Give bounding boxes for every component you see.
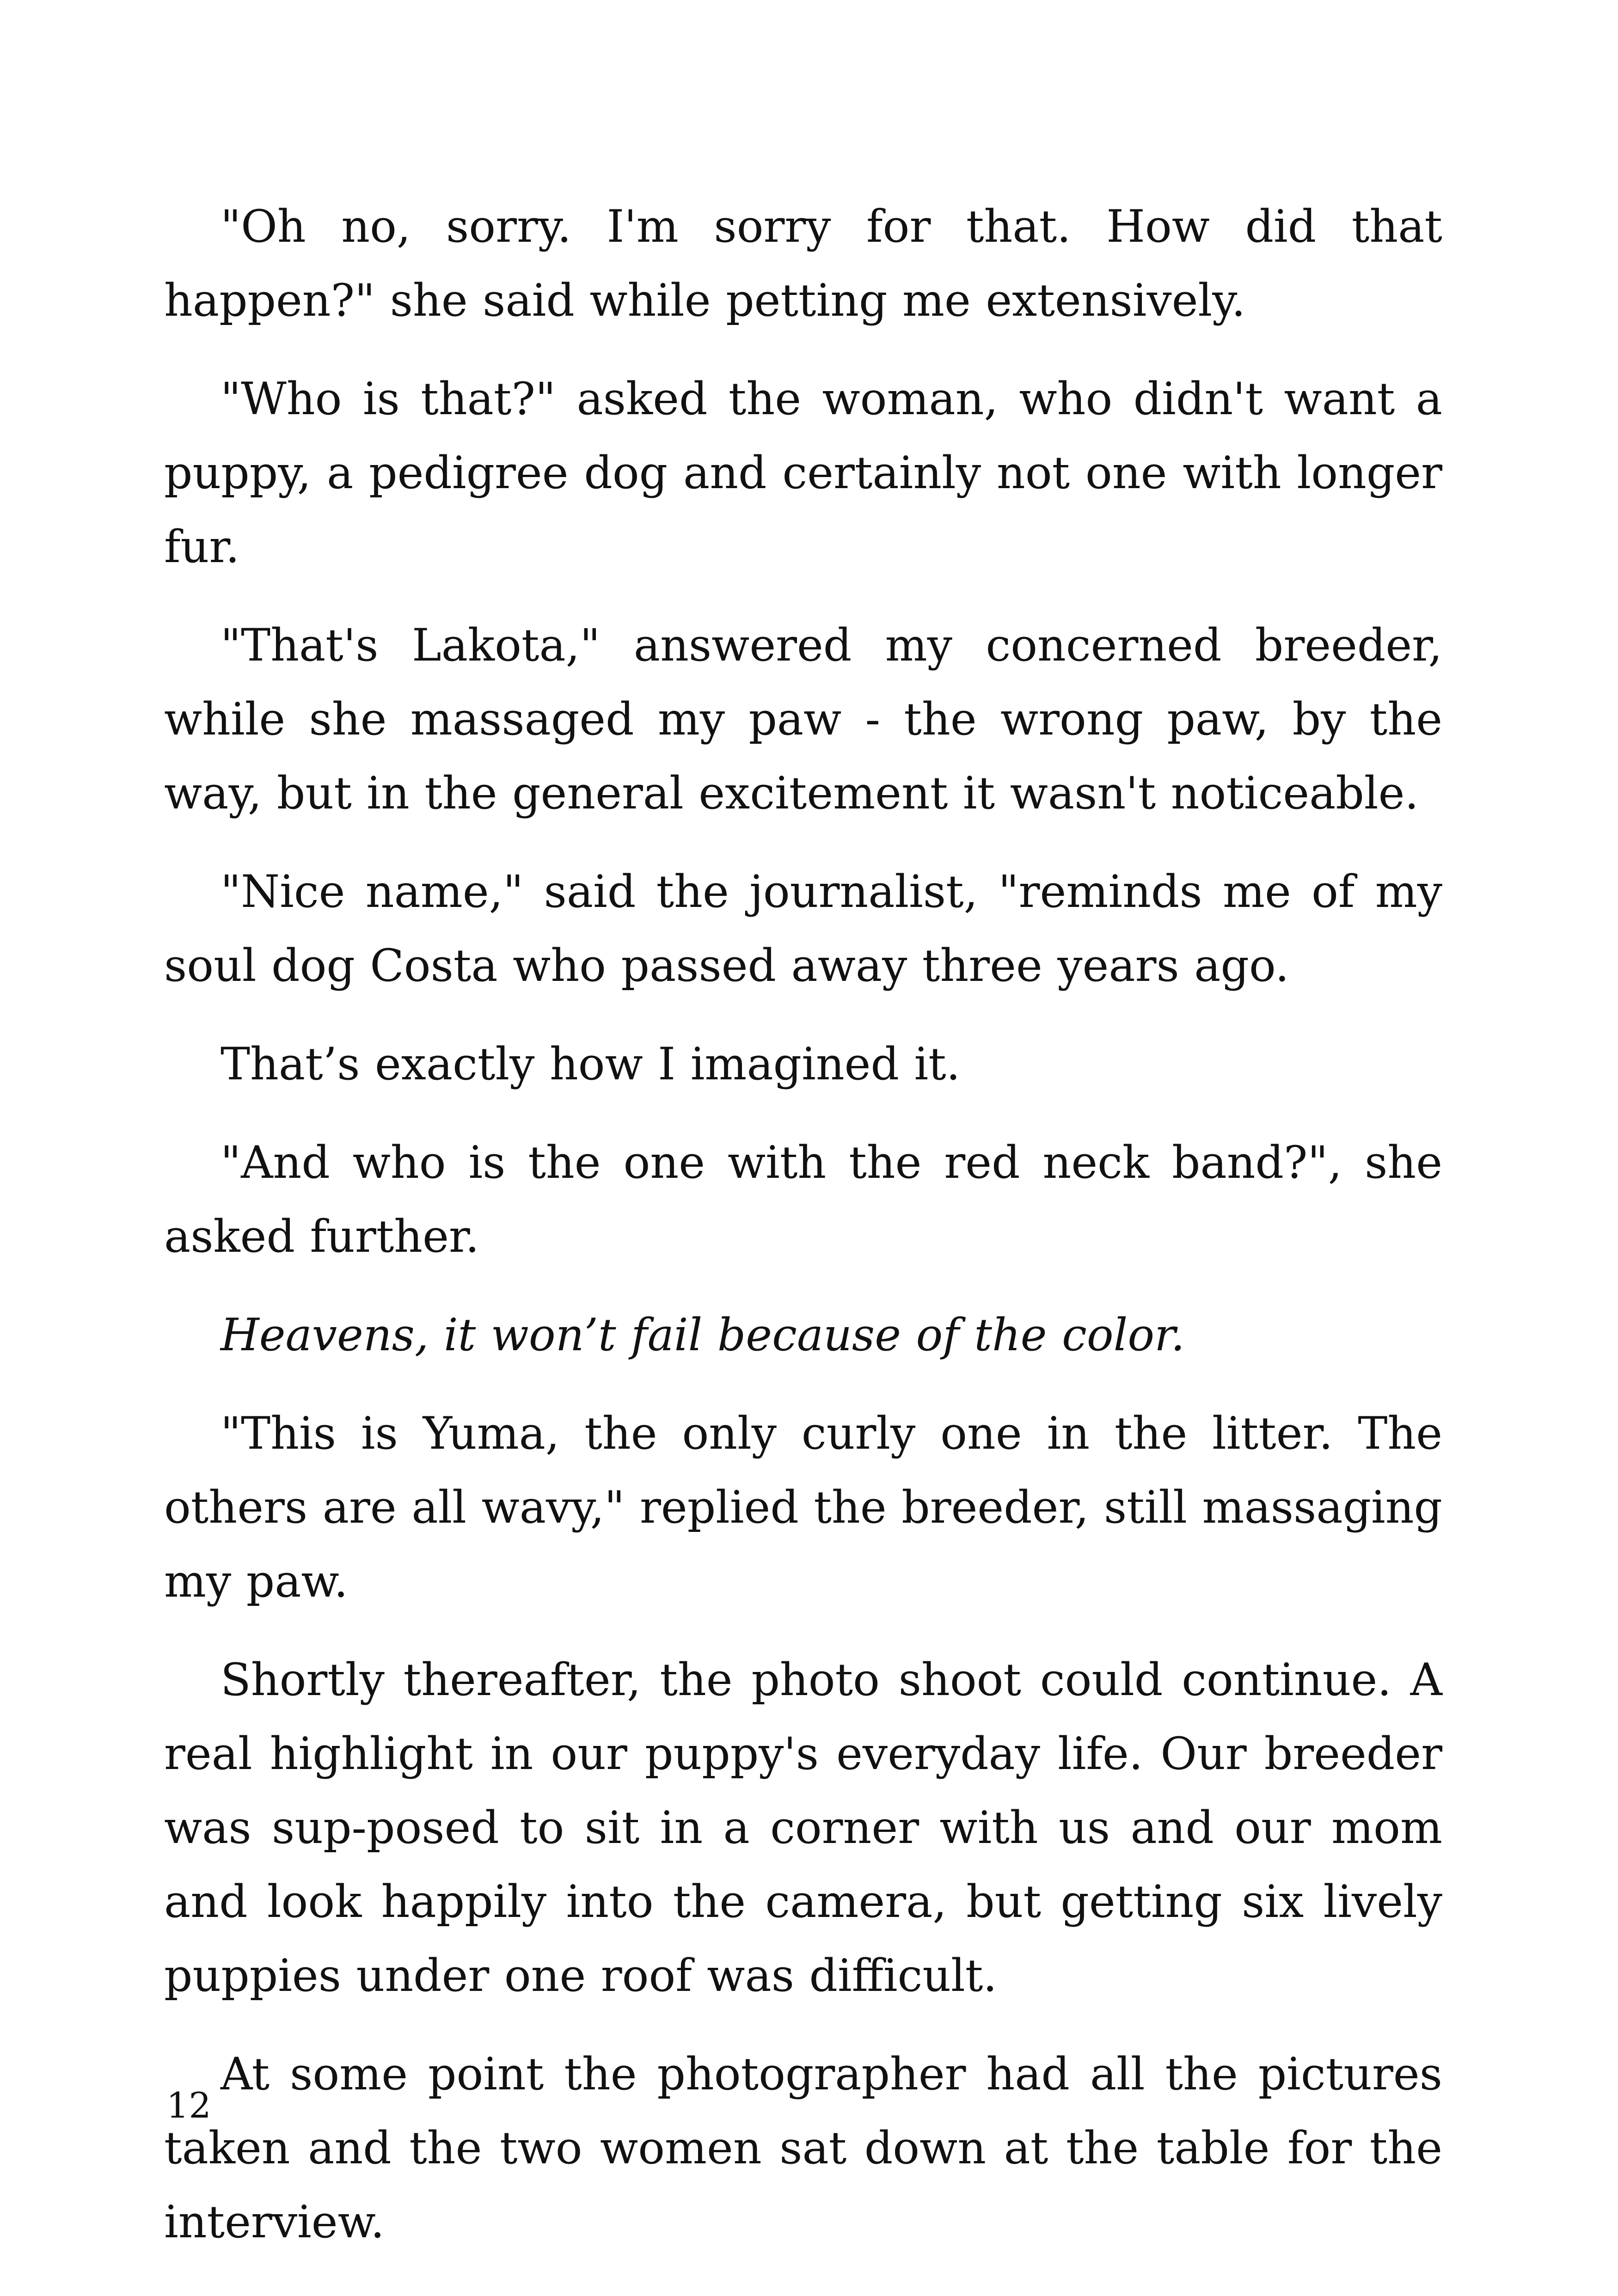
paragraph-10: At some point the photographer had all the pictures taken and the two women sat down at the table for the interview. <box>164 2048 1442 2248</box>
paragraph-6: "And who is the one with the red neck band?", she asked further. <box>164 1137 1442 1262</box>
paragraph-9: Shortly thereafter, the photo shoot could continue. A real highlight in our puppy's everyday life. Our breeder was sup-posed to sit in a corner with us and our mom and look happily into the camera, but getting six lively puppies under one roof was difficult. <box>164 1654 1442 2002</box>
paragraph-3: "That's Lakota," answered my concerned breeder, while she massaged my paw - the wrong paw, by the way, but in the general excitement it wasn't noticeable. <box>164 619 1442 819</box>
paragraph-8: "This is Yuma, the only curly one in the litter. The others are all wavy," replied the breeder, still massaging my paw. <box>164 1408 1442 1607</box>
paragraph-7-thought: Heavens, it won’t fail because of the color. <box>221 1309 1185 1361</box>
paragraph-4: "Nice name," said the journalist, "reminds me of my soul dog Costa who passed away three years ago. <box>164 866 1442 992</box>
paragraph-1: "Oh no, sorry. I'm sorry for that. How did that happen?" she said while petting me extensively. <box>164 201 1442 326</box>
body-text <box>164 190 1442 2284</box>
paragraph-5: That’s exactly how I imagined it. <box>221 1038 961 1090</box>
paragraph-2: "Who is that?" asked the woman, who didn't want a puppy, a pedigree dog and certainly not one with longer fur. <box>164 373 1442 573</box>
page-number: 12 <box>166 2085 211 2126</box>
